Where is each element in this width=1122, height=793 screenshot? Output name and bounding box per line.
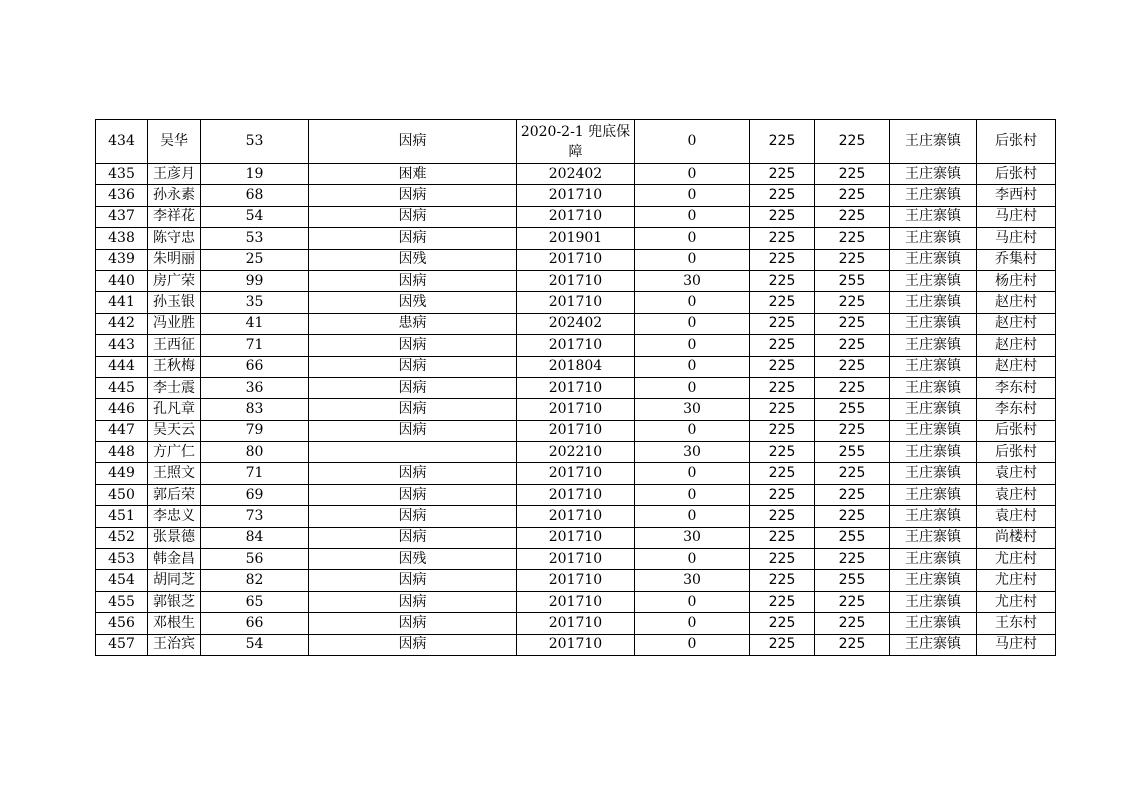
age-cell: 19 bbox=[201, 164, 309, 185]
village-cell: 袁庄村 bbox=[977, 484, 1056, 505]
standard-cell: 225 bbox=[750, 292, 815, 313]
supplement-cell: 0 bbox=[635, 484, 750, 505]
row-number: 455 bbox=[96, 591, 148, 612]
table-row bbox=[96, 270, 1056, 291]
supplement-cell: 0 bbox=[635, 634, 750, 655]
reason-cell: 困难 bbox=[309, 164, 517, 185]
standard-cell: 225 bbox=[750, 613, 815, 634]
supplement-cell: 30 bbox=[635, 570, 750, 591]
supplement-cell: 0 bbox=[635, 292, 750, 313]
row-number: 436 bbox=[96, 185, 148, 206]
supplement-cell: 0 bbox=[635, 335, 750, 356]
total-cell: 255 bbox=[815, 270, 890, 291]
date-cell: 201710 bbox=[517, 506, 635, 527]
reason-cell: 因病 bbox=[309, 356, 517, 377]
village-cell: 尤庄村 bbox=[977, 549, 1056, 570]
name-cell: 方广仁 bbox=[148, 442, 201, 463]
age-cell: 84 bbox=[201, 527, 309, 548]
village-cell: 王东村 bbox=[977, 613, 1056, 634]
village-cell: 后张村 bbox=[977, 164, 1056, 185]
supplement-cell: 30 bbox=[635, 270, 750, 291]
town-cell: 王庄寨镇 bbox=[890, 527, 977, 548]
reason-cell: 因残 bbox=[309, 549, 517, 570]
age-cell: 79 bbox=[201, 420, 309, 441]
total-cell: 225 bbox=[815, 185, 890, 206]
town-cell: 王庄寨镇 bbox=[890, 356, 977, 377]
reason-cell: 因病 bbox=[309, 377, 517, 398]
supplement-cell: 0 bbox=[635, 591, 750, 612]
name-cell: 朱明丽 bbox=[148, 249, 201, 270]
village-cell: 赵庄村 bbox=[977, 356, 1056, 377]
name-cell: 陈守忠 bbox=[148, 228, 201, 249]
total-cell: 225 bbox=[815, 228, 890, 249]
standard-cell: 225 bbox=[750, 463, 815, 484]
village-cell: 杨庄村 bbox=[977, 270, 1056, 291]
name-cell: 李祥花 bbox=[148, 206, 201, 227]
supplement-cell: 0 bbox=[635, 463, 750, 484]
town-cell: 王庄寨镇 bbox=[890, 549, 977, 570]
supplement-cell: 0 bbox=[635, 506, 750, 527]
row-number: 435 bbox=[96, 164, 148, 185]
village-cell: 后张村 bbox=[977, 120, 1056, 164]
row-number: 444 bbox=[96, 356, 148, 377]
table-row bbox=[96, 185, 1056, 206]
table-row bbox=[96, 249, 1056, 270]
table-row bbox=[96, 206, 1056, 227]
date-cell: 202402 bbox=[517, 313, 635, 334]
supplement-cell: 0 bbox=[635, 356, 750, 377]
name-cell: 张景德 bbox=[148, 527, 201, 548]
village-cell: 袁庄村 bbox=[977, 506, 1056, 527]
age-cell: 56 bbox=[201, 549, 309, 570]
date-cell: 201710 bbox=[517, 463, 635, 484]
date-cell: 201710 bbox=[517, 292, 635, 313]
supplement-cell: 0 bbox=[635, 164, 750, 185]
supplement-cell: 30 bbox=[635, 527, 750, 548]
roster-body bbox=[96, 120, 1056, 656]
total-cell: 255 bbox=[815, 399, 890, 420]
total-cell: 255 bbox=[815, 570, 890, 591]
table-row bbox=[96, 120, 1056, 164]
total-cell: 225 bbox=[815, 591, 890, 612]
standard-cell: 225 bbox=[750, 506, 815, 527]
standard-cell: 225 bbox=[750, 270, 815, 291]
row-number: 445 bbox=[96, 377, 148, 398]
reason-cell: 因病 bbox=[309, 228, 517, 249]
standard-cell: 225 bbox=[750, 484, 815, 505]
date-cell: 202402 bbox=[517, 164, 635, 185]
row-number: 449 bbox=[96, 463, 148, 484]
table-row bbox=[96, 570, 1056, 591]
age-cell: 69 bbox=[201, 484, 309, 505]
reason-cell: 因病 bbox=[309, 463, 517, 484]
date-cell: 201710 bbox=[517, 185, 635, 206]
town-cell: 王庄寨镇 bbox=[890, 613, 977, 634]
town-cell: 王庄寨镇 bbox=[890, 442, 977, 463]
town-cell: 王庄寨镇 bbox=[890, 292, 977, 313]
date-cell: 201710 bbox=[517, 527, 635, 548]
reason-cell: 因病 bbox=[309, 399, 517, 420]
standard-cell: 225 bbox=[750, 591, 815, 612]
date-cell: 2020-2-1 兜底保障 bbox=[517, 120, 635, 164]
village-cell: 马庄村 bbox=[977, 206, 1056, 227]
date-cell: 201901 bbox=[517, 228, 635, 249]
total-cell: 225 bbox=[815, 463, 890, 484]
name-cell: 郭后荣 bbox=[148, 484, 201, 505]
date-cell: 202210 bbox=[517, 442, 635, 463]
name-cell: 孔凡章 bbox=[148, 399, 201, 420]
table-row bbox=[96, 335, 1056, 356]
reason-cell: 因病 bbox=[309, 335, 517, 356]
name-cell: 邓根生 bbox=[148, 613, 201, 634]
age-cell: 71 bbox=[201, 463, 309, 484]
age-cell: 68 bbox=[201, 185, 309, 206]
village-cell: 赵庄村 bbox=[977, 292, 1056, 313]
roster-table bbox=[95, 119, 1056, 656]
date-cell: 201804 bbox=[517, 356, 635, 377]
total-cell: 225 bbox=[815, 506, 890, 527]
date-cell: 201710 bbox=[517, 613, 635, 634]
total-cell: 225 bbox=[815, 164, 890, 185]
row-number: 450 bbox=[96, 484, 148, 505]
age-cell: 80 bbox=[201, 442, 309, 463]
village-cell: 袁庄村 bbox=[977, 463, 1056, 484]
supplement-cell: 0 bbox=[635, 228, 750, 249]
total-cell: 225 bbox=[815, 206, 890, 227]
age-cell: 54 bbox=[201, 634, 309, 655]
date-cell: 201710 bbox=[517, 591, 635, 612]
total-cell: 225 bbox=[815, 249, 890, 270]
total-cell: 225 bbox=[815, 634, 890, 655]
village-cell: 李东村 bbox=[977, 399, 1056, 420]
village-cell: 尤庄村 bbox=[977, 591, 1056, 612]
total-cell: 225 bbox=[815, 292, 890, 313]
village-cell: 尤庄村 bbox=[977, 570, 1056, 591]
village-cell: 赵庄村 bbox=[977, 335, 1056, 356]
date-cell: 201710 bbox=[517, 570, 635, 591]
standard-cell: 225 bbox=[750, 206, 815, 227]
standard-cell: 225 bbox=[750, 420, 815, 441]
date-cell: 201710 bbox=[517, 399, 635, 420]
age-cell: 99 bbox=[201, 270, 309, 291]
name-cell: 郭银芝 bbox=[148, 591, 201, 612]
village-cell: 李西村 bbox=[977, 185, 1056, 206]
age-cell: 66 bbox=[201, 613, 309, 634]
town-cell: 王庄寨镇 bbox=[890, 591, 977, 612]
age-cell: 36 bbox=[201, 377, 309, 398]
total-cell: 225 bbox=[815, 420, 890, 441]
table-row bbox=[96, 442, 1056, 463]
row-number: 440 bbox=[96, 270, 148, 291]
table-row bbox=[96, 506, 1056, 527]
table-row bbox=[96, 356, 1056, 377]
name-cell: 王彦月 bbox=[148, 164, 201, 185]
table-row bbox=[96, 399, 1056, 420]
row-number: 446 bbox=[96, 399, 148, 420]
reason-cell: 因残 bbox=[309, 249, 517, 270]
supplement-cell: 0 bbox=[635, 313, 750, 334]
reason-cell: 因病 bbox=[309, 506, 517, 527]
name-cell: 冯业胜 bbox=[148, 313, 201, 334]
date-cell: 201710 bbox=[517, 249, 635, 270]
village-cell: 马庄村 bbox=[977, 228, 1056, 249]
town-cell: 王庄寨镇 bbox=[890, 313, 977, 334]
supplement-cell: 0 bbox=[635, 549, 750, 570]
row-number: 453 bbox=[96, 549, 148, 570]
standard-cell: 225 bbox=[750, 185, 815, 206]
date-cell: 201710 bbox=[517, 335, 635, 356]
town-cell: 王庄寨镇 bbox=[890, 506, 977, 527]
date-cell: 201710 bbox=[517, 270, 635, 291]
total-cell: 225 bbox=[815, 120, 890, 164]
reason-cell: 因病 bbox=[309, 570, 517, 591]
row-number: 456 bbox=[96, 613, 148, 634]
town-cell: 王庄寨镇 bbox=[890, 206, 977, 227]
supplement-cell: 0 bbox=[635, 120, 750, 164]
reason-cell: 因病 bbox=[309, 206, 517, 227]
name-cell: 孙永素 bbox=[148, 185, 201, 206]
row-number: 438 bbox=[96, 228, 148, 249]
age-cell: 82 bbox=[201, 570, 309, 591]
age-cell: 66 bbox=[201, 356, 309, 377]
name-cell: 吴天云 bbox=[148, 420, 201, 441]
total-cell: 225 bbox=[815, 335, 890, 356]
standard-cell: 225 bbox=[750, 549, 815, 570]
standard-cell: 225 bbox=[750, 527, 815, 548]
table-row bbox=[96, 527, 1056, 548]
row-number: 434 bbox=[96, 120, 148, 164]
reason-cell: 因病 bbox=[309, 527, 517, 548]
date-cell: 201710 bbox=[517, 206, 635, 227]
total-cell: 225 bbox=[815, 313, 890, 334]
total-cell: 225 bbox=[815, 377, 890, 398]
supplement-cell: 30 bbox=[635, 442, 750, 463]
name-cell: 吴华 bbox=[148, 120, 201, 164]
table-row bbox=[96, 463, 1056, 484]
row-number: 441 bbox=[96, 292, 148, 313]
table-row bbox=[96, 613, 1056, 634]
reason-cell: 因病 bbox=[309, 634, 517, 655]
date-cell: 201710 bbox=[517, 377, 635, 398]
date-cell: 201710 bbox=[517, 634, 635, 655]
supplement-cell: 0 bbox=[635, 420, 750, 441]
village-cell: 赵庄村 bbox=[977, 313, 1056, 334]
date-cell: 201710 bbox=[517, 420, 635, 441]
total-cell: 225 bbox=[815, 484, 890, 505]
table-row bbox=[96, 313, 1056, 334]
age-cell: 25 bbox=[201, 249, 309, 270]
town-cell: 王庄寨镇 bbox=[890, 463, 977, 484]
reason-cell: 因病 bbox=[309, 484, 517, 505]
village-cell: 李东村 bbox=[977, 377, 1056, 398]
date-cell: 201710 bbox=[517, 549, 635, 570]
village-cell: 乔集村 bbox=[977, 249, 1056, 270]
reason-cell: 因残 bbox=[309, 292, 517, 313]
age-cell: 54 bbox=[201, 206, 309, 227]
age-cell: 73 bbox=[201, 506, 309, 527]
table-row bbox=[96, 549, 1056, 570]
date-cell: 201710 bbox=[517, 484, 635, 505]
supplement-cell: 30 bbox=[635, 399, 750, 420]
age-cell: 53 bbox=[201, 120, 309, 164]
reason-cell: 因病 bbox=[309, 270, 517, 291]
standard-cell: 225 bbox=[750, 249, 815, 270]
standard-cell: 225 bbox=[750, 399, 815, 420]
row-number: 451 bbox=[96, 506, 148, 527]
village-cell: 马庄村 bbox=[977, 634, 1056, 655]
standard-cell: 225 bbox=[750, 164, 815, 185]
standard-cell: 225 bbox=[750, 634, 815, 655]
town-cell: 王庄寨镇 bbox=[890, 634, 977, 655]
row-number: 452 bbox=[96, 527, 148, 548]
total-cell: 225 bbox=[815, 356, 890, 377]
row-number: 443 bbox=[96, 335, 148, 356]
supplement-cell: 0 bbox=[635, 613, 750, 634]
town-cell: 王庄寨镇 bbox=[890, 484, 977, 505]
reason-cell: 因病 bbox=[309, 185, 517, 206]
town-cell: 王庄寨镇 bbox=[890, 335, 977, 356]
name-cell: 王秋梅 bbox=[148, 356, 201, 377]
name-cell: 王治宾 bbox=[148, 634, 201, 655]
table-row bbox=[96, 634, 1056, 655]
name-cell: 韩金昌 bbox=[148, 549, 201, 570]
town-cell: 王庄寨镇 bbox=[890, 164, 977, 185]
town-cell: 王庄寨镇 bbox=[890, 270, 977, 291]
table-row bbox=[96, 377, 1056, 398]
name-cell: 李士震 bbox=[148, 377, 201, 398]
table-row bbox=[96, 292, 1056, 313]
supplement-cell: 0 bbox=[635, 185, 750, 206]
age-cell: 35 bbox=[201, 292, 309, 313]
total-cell: 225 bbox=[815, 549, 890, 570]
reason-cell: 因病 bbox=[309, 613, 517, 634]
name-cell: 王西征 bbox=[148, 335, 201, 356]
row-number: 448 bbox=[96, 442, 148, 463]
total-cell: 255 bbox=[815, 527, 890, 548]
reason-cell: 因病 bbox=[309, 420, 517, 441]
age-cell: 41 bbox=[201, 313, 309, 334]
age-cell: 53 bbox=[201, 228, 309, 249]
total-cell: 255 bbox=[815, 442, 890, 463]
table-row bbox=[96, 228, 1056, 249]
standard-cell: 225 bbox=[750, 570, 815, 591]
name-cell: 王照文 bbox=[148, 463, 201, 484]
age-cell: 71 bbox=[201, 335, 309, 356]
town-cell: 王庄寨镇 bbox=[890, 377, 977, 398]
town-cell: 王庄寨镇 bbox=[890, 120, 977, 164]
reason-cell: 因病 bbox=[309, 120, 517, 164]
row-number: 447 bbox=[96, 420, 148, 441]
town-cell: 王庄寨镇 bbox=[890, 249, 977, 270]
table-row bbox=[96, 164, 1056, 185]
row-number: 437 bbox=[96, 206, 148, 227]
row-number: 454 bbox=[96, 570, 148, 591]
standard-cell: 225 bbox=[750, 313, 815, 334]
standard-cell: 225 bbox=[750, 356, 815, 377]
name-cell: 李忠义 bbox=[148, 506, 201, 527]
standard-cell: 225 bbox=[750, 120, 815, 164]
standard-cell: 225 bbox=[750, 335, 815, 356]
reason-cell bbox=[309, 442, 517, 463]
row-number: 457 bbox=[96, 634, 148, 655]
table-row bbox=[96, 484, 1056, 505]
village-cell: 后张村 bbox=[977, 442, 1056, 463]
age-cell: 65 bbox=[201, 591, 309, 612]
town-cell: 王庄寨镇 bbox=[890, 185, 977, 206]
reason-cell: 患病 bbox=[309, 313, 517, 334]
name-cell: 孙玉银 bbox=[148, 292, 201, 313]
supplement-cell: 0 bbox=[635, 249, 750, 270]
supplement-cell: 0 bbox=[635, 206, 750, 227]
row-number: 442 bbox=[96, 313, 148, 334]
table-row bbox=[96, 420, 1056, 441]
town-cell: 王庄寨镇 bbox=[890, 570, 977, 591]
village-cell: 后张村 bbox=[977, 420, 1056, 441]
town-cell: 王庄寨镇 bbox=[890, 228, 977, 249]
town-cell: 王庄寨镇 bbox=[890, 399, 977, 420]
standard-cell: 225 bbox=[750, 228, 815, 249]
reason-cell: 因病 bbox=[309, 591, 517, 612]
table-row bbox=[96, 591, 1056, 612]
supplement-cell: 0 bbox=[635, 377, 750, 398]
town-cell: 王庄寨镇 bbox=[890, 420, 977, 441]
age-cell: 83 bbox=[201, 399, 309, 420]
village-cell: 尚楼村 bbox=[977, 527, 1056, 548]
name-cell: 胡同芝 bbox=[148, 570, 201, 591]
row-number: 439 bbox=[96, 249, 148, 270]
total-cell: 225 bbox=[815, 613, 890, 634]
standard-cell: 225 bbox=[750, 442, 815, 463]
standard-cell: 225 bbox=[750, 377, 815, 398]
name-cell: 房广荣 bbox=[148, 270, 201, 291]
